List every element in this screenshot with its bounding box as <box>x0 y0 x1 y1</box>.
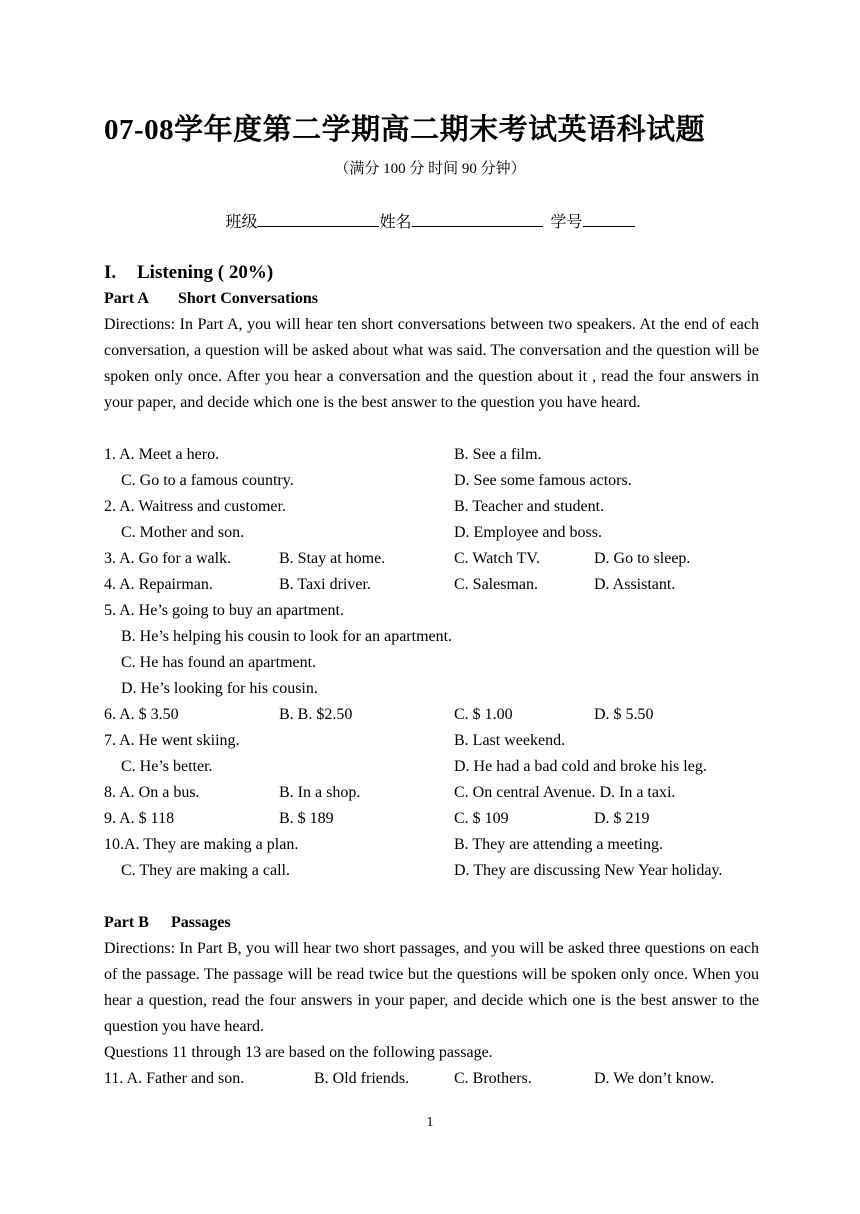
question-option: C. He has found an apartment. <box>121 654 317 671</box>
question-line <box>0 572 860 598</box>
question-option: D. He had a bad cold and broke his leg. <box>454 758 707 775</box>
part-a-heading <box>104 286 318 312</box>
question-line <box>0 1066 860 1092</box>
question-option: 8. A. On a bus. <box>104 784 200 801</box>
question-option: B. B. $2.50 <box>279 706 353 723</box>
part-a-directions: Directions: In Part A, you will hear ten short conversations between two speakers. At the end of each conversation, a question will be asked about what was said. The conversation and the question will be spoken only once. After you hear a conversation and the question about it , read the four answers in your paper, and decide which one is the best answer to the question you have heard. <box>104 316 759 411</box>
question-option: B. He’s helping his cousin to look for an apartment. <box>121 628 453 645</box>
question-option: B. They are attending a meeting. <box>454 836 663 853</box>
question-option: 4. A. Repairman. <box>104 576 213 593</box>
question-option: C. Mother and son. <box>121 524 245 541</box>
question-option: B. Stay at home. <box>279 550 386 567</box>
id-blank[interactable] <box>583 208 635 227</box>
question-option: C. Watch TV. <box>454 550 540 567</box>
part-b-label: Part B <box>104 914 149 931</box>
question-option: C. Brothers. <box>454 1070 532 1087</box>
id-label: 学号 <box>550 214 583 231</box>
question-line <box>0 754 860 780</box>
question-line <box>0 702 860 728</box>
part-b-intro: Questions 11 through 13 are based on the following passage. <box>104 1044 493 1061</box>
page-number: 1 <box>426 1115 434 1130</box>
question-line <box>0 832 860 858</box>
question-line <box>0 780 860 806</box>
part-b-title: Passages <box>171 914 231 931</box>
question-line <box>0 546 860 572</box>
question-option: D. Employee and boss. <box>454 524 602 541</box>
question-option: D. We don’t know. <box>594 1070 715 1087</box>
question-line <box>0 676 860 702</box>
question-option: C. Salesman. <box>454 576 538 593</box>
question-line <box>0 728 860 754</box>
question-option: 7. A. He went skiing. <box>104 732 240 749</box>
question-line <box>0 858 860 884</box>
question-option: D. Go to sleep. <box>594 550 691 567</box>
question-option: 5. A. He’s going to buy an apartment. <box>104 602 344 619</box>
question-option: B. Taxi driver. <box>279 576 371 593</box>
class-label: 班级 <box>225 214 258 231</box>
question-line <box>0 494 860 520</box>
question-option: B. Old friends. <box>314 1070 410 1087</box>
question-option: 11. A. Father and son. <box>104 1070 245 1087</box>
exam-title: 07-08学年度第二学期高二期末考试英语科试题 <box>104 114 706 146</box>
question-option: B. $ 189 <box>279 810 334 827</box>
question-option: D. They are discussing New Year holiday. <box>454 862 723 879</box>
name-label: 姓名 <box>379 214 412 231</box>
question-option: C. $ 109 <box>454 810 509 827</box>
question-option: D. See some famous actors. <box>454 472 632 489</box>
section-number: I. <box>104 262 117 283</box>
section-heading <box>104 260 273 286</box>
question-option: 3. A. Go for a walk. <box>104 550 232 567</box>
question-option: 2. A. Waitress and customer. <box>104 498 286 515</box>
question-line <box>0 650 860 676</box>
question-line <box>0 442 860 468</box>
question-option: C. Go to a famous country. <box>121 472 294 489</box>
question-option: D. $ 5.50 <box>594 706 654 723</box>
section-title: Listening ( 20%) <box>137 262 274 283</box>
question-line <box>0 598 860 624</box>
part-a-title: Short Conversations <box>178 290 319 307</box>
question-line <box>0 468 860 494</box>
student-info-line <box>0 208 860 236</box>
question-option: B. Teacher and student. <box>454 498 605 515</box>
question-option: 10.A. They are making a plan. <box>104 836 299 853</box>
question-option: C. He’s better. <box>121 758 213 775</box>
question-line <box>0 806 860 832</box>
question-option: C. $ 1.00 <box>454 706 513 723</box>
question-option: C. On central Avenue. D. In a taxi. <box>454 784 676 801</box>
question-option: D. $ 219 <box>594 810 650 827</box>
question-option: B. See a film. <box>454 446 542 463</box>
question-line <box>0 624 860 650</box>
question-option: D. He’s looking for his cousin. <box>121 680 318 697</box>
question-option: B. Last weekend. <box>454 732 566 749</box>
part-a-label: Part A <box>104 290 149 307</box>
part-b-heading <box>104 910 231 936</box>
question-option: D. Assistant. <box>594 576 676 593</box>
class-blank[interactable] <box>257 208 379 227</box>
question-option: 9. A. $ 118 <box>104 810 175 827</box>
part-b-directions: Directions: In Part B, you will hear two short passages, and you will be asked three questions on each of the passage. The passage will be read twice but the questions will be spoken only once. When you hear a question, read the four answers in your paper, and decide which one is the best answer to the question you have heard. <box>104 940 759 1035</box>
question-option: 1. A. Meet a hero. <box>104 446 220 463</box>
question-option: C. They are making a call. <box>121 862 290 879</box>
question-option: 6. A. $ 3.50 <box>104 706 179 723</box>
question-line <box>0 520 860 546</box>
question-option: B. In a shop. <box>279 784 361 801</box>
exam-subtitle: （满分 100 分 时间 90 分钟） <box>334 161 526 177</box>
name-blank[interactable] <box>412 208 543 227</box>
